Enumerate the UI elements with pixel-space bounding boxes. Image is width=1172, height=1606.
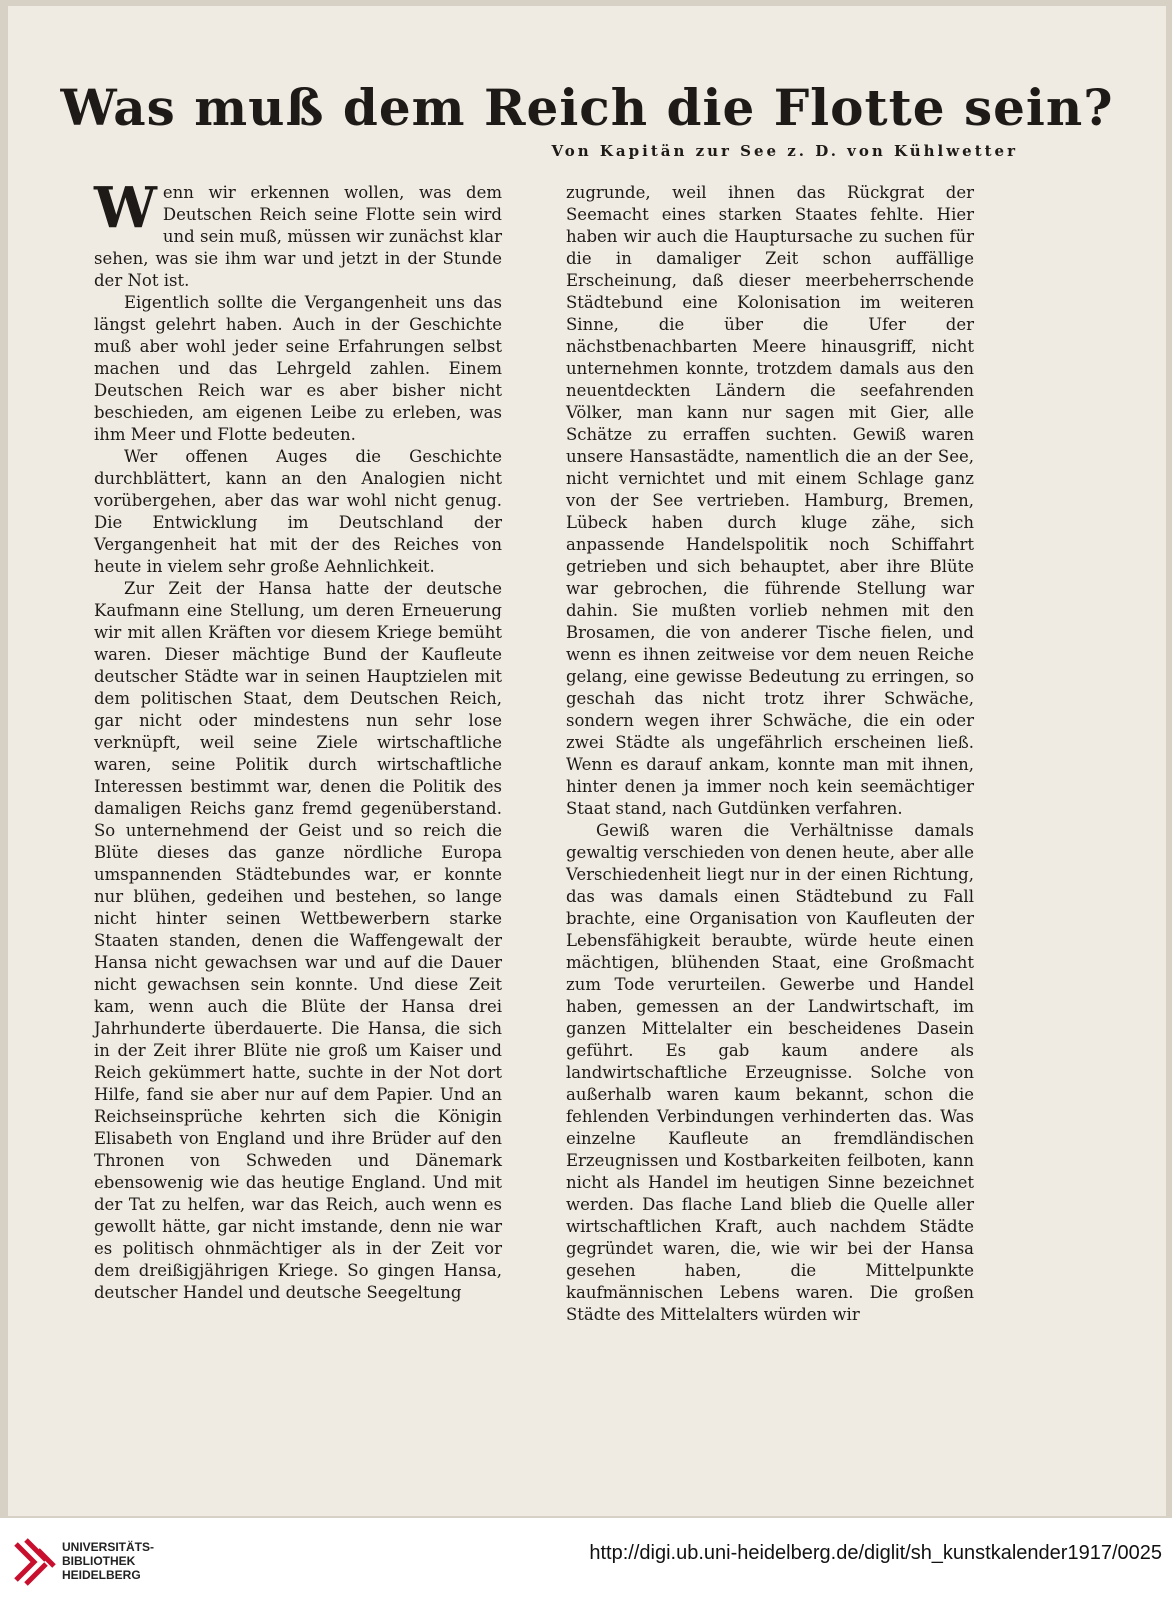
- paper-sheet: [8, 6, 1166, 1516]
- drop-cap: W: [94, 175, 157, 241]
- source-url-link[interactable]: http://digi.ub.uni-heidelberg.de/diglit/sh_kunstkalender1917/0025: [589, 1542, 1162, 1564]
- paragraph: Zur Zeit der Hansa hatte der deutsche Kaufmann eine Stellung, um deren Erneuerung wir mit allen Kräften vor diesem Kriege bemüht waren. Dieser mächtige Bund der Kaufleute deutscher Städte war in seinen Hauptzielen mit dem politischen Staat, dem Deutschen Reich, gar nicht oder mindestens nun sehr lose verknüpft, weil seine Ziele wirtschaftliche waren, seine Politik durch wirtschaftliche Interessen bestimmt war, denen die Politik des damaligen Reichs ganz fremd gegenüberstand. So unternehmend der Geist und so reich die Blüte dieses das ganze nördliche Europa umspannenden Städtebundes war, er konnte nur blühen, gedeihen und bestehen, so lange nicht hinter seinen Wettbewerbern starke Staaten standen, denen die Waffengewalt der Hansa nicht gewachsen war und auf die Dauer nicht gewachsen sein konnte. Und diese Zeit kam, wenn auch die Blüte der Hansa drei Jahrhunderte überdauerte. Die Hansa, die sich in der Zeit ihrer Blüte nie groß um Kaiser und Reich gekümmert hatte, suchte in der Not dort Hilfe, fand sie aber nur auf dem Papier. Und an Reichseinsprüche kehrten sich die Königin Elisabeth von England und ihre Brüder auf den Thronen von Schweden und Dänemark ebensowenig wie das heutige England. Und mit der Tat zu helfen, war das Reich, auch wenn es gewollt hätte, gar nicht imstande, denn nie war es politisch ohnmächtiger als in der Zeit vor dem dreißigjährigen Kriege. So gingen Hansa, deutscher Handel und deutsche Seegeltung: [94, 579, 502, 1302]
- paragraph: Wer offenen Auges die Geschichte durchblättert, kann an den Analogien nicht vorübergehen, aber das war wohl nicht genug. Die Entwicklung im Deutschland der Vergangenheit hat mit der des Reiches von heute in vielem sehr große Aehnlichkeit.: [94, 447, 502, 576]
- article-title: Was muß dem Reich die Flotte sein?: [60, 78, 1114, 137]
- paragraph: Gewiß waren die Verhältnisse damals gewaltig verschieden von denen heute, aber alle Verschiedenheit liegt nur in der einen Richtung, das was damals einen Städtebund zu Fall brachte, eine Organisation von Kaufleuten der Lebensfähigkeit beraubte, würde heute einen mächtigen, blühenden Staat, eine Großmacht zum Tode verurteilen. Gewerbe und Handel haben, gemessen an der Landwirtschaft, im ganzen Mittelalter ein bescheidenes Dasein geführt. Es gab kaum andere als landwirtschaftliche Erzeugnisse. Solche von außerhalb waren kaum bekannt, schon die fehlenden Verbindungen verhinderten das. Was einzelne Kaufleute an fremdländischen Erzeugnissen und Kostbarkeiten feilboten, kann nicht als Handel im heutigen Sinne bezeichnet werden. Das flache Land blieb die Quelle aller wirtschaftlichen Kraft, auch nachdem Städte gegründet waren, die, wie wir bei der Hansa gesehen haben, die Mittelpunkte kaufmännischen Lebens waren. Die großen Städte des Mittelalters würden wir: [566, 821, 974, 1324]
- library-footer: [0, 1518, 1172, 1606]
- paragraph: Wenn wir erkennen wollen, was dem Deutschen Reich seine Flotte sein wird und sein muß, müssen wir zunächst klar sehen, was sie ihm war und jetzt in der Stunde der Not ist.: [94, 175, 502, 290]
- paragraph: Eigentlich sollte die Vergangenheit uns das längst gelehrt haben. Auch in der Geschichte muß aber wohl jeder seine Erfahrungen selbst machen und das Lehrgeld zahlen. Einem Deutschen Reich war es aber bisher nicht beschieden, am eigenen Leibe zu erleben, was ihm Meer und Flotte bedeuten.: [94, 293, 502, 444]
- library-name: UNIVERSITÄTS- BIBLIOTHEK HEIDELBERG: [62, 1540, 155, 1582]
- library-logo-icon: [12, 1536, 58, 1588]
- text-column-left: [94, 175, 502, 1304]
- text-column-right: [566, 182, 974, 1326]
- article-byline: Von Kapitän zur See z. D. von Kühlwetter: [551, 142, 1018, 160]
- paragraph: zugrunde, weil ihnen das Rückgrat der Seemacht eines starken Staates fehlte. Hier haben wir auch die Hauptursache zu suchen für die in damaliger Zeit schon auffällige Erscheinung, daß dieser meerbeherrschende Städtebund eine Kolonisation im weiteren Sinne, die über die Ufer der nächstbenachbarten Meere hinausgriff, nicht unternehmen konnte, trotzdem damals aus den neuentdeckten Ländern die seefahrenden Völker, man kann nur sagen mit Gier, alle Schätze zu erraffen suchten. Gewiß waren unsere Hansastädte, namentlich die an der See, nicht vernichtet und mit einem Schlage ganz von der See vertrieben. Hamburg, Bremen, Lübeck haben durch kluge zähe, sich anpassende Handelspolitik noch Schiffahrt getrieben und sich behauptet, aber ihre Blüte war gebrochen, die führende Stellung war dahin. Sie mußten vorlieb nehmen mit den Brosamen, die von anderer Tische fielen, und wenn es ihnen zeitweise vor dem neuen Reiche gelang, eine gewisse Bedeutung zu erringen, so geschah das nicht trotz ihrer Schwäche, sondern wegen ihrer Schwäche, die ein oder zwei Städte als ungefährlich erscheinen ließ. Wenn es darauf ankam, konnte man mit ihnen, hinter denen ja immer noch kein seemächtiger Staat stand, nach Gutdünken verfahren.: [566, 183, 974, 818]
